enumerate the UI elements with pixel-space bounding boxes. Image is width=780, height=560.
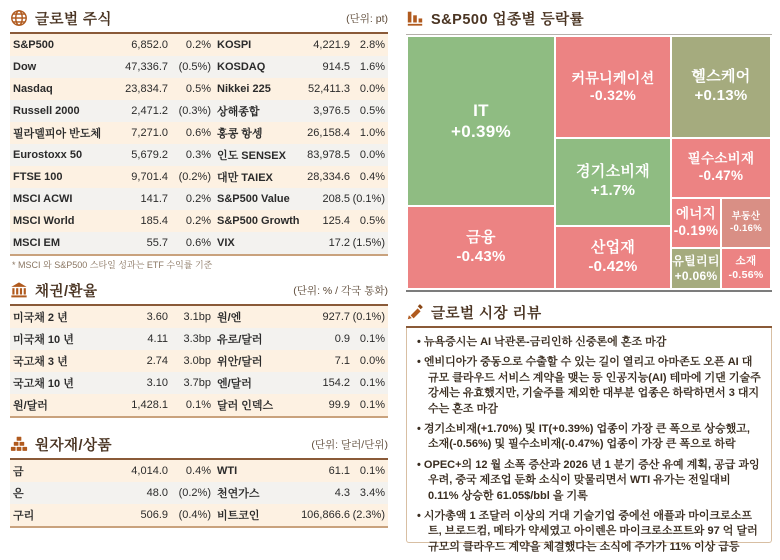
sector-change: -0.43% [456,247,506,265]
sector-name: 에너지 [675,206,717,222]
global-stocks-table [10,34,388,256]
instrument-value: 28,334.6 [307,171,350,183]
instrument-name: 미국채 10 년 [13,334,74,346]
table-row [10,504,388,526]
instrument-value: 208.5 [322,193,350,205]
instrument-value: 17.2 [328,237,350,249]
instrument-name: Eurostoxx 50 [13,149,83,161]
instrument-value: 3.10 [146,377,168,389]
instrument-name: Nikkei 225 [217,83,271,95]
table-row [10,34,388,56]
sector-cell-consdisc [556,139,670,225]
instrument-value: 5,679.2 [131,149,168,161]
unit-label: (단위: 달러/단위) [311,438,388,451]
instrument-change: (0.4%) [178,509,211,521]
instrument-name: MSCI EM [13,237,61,249]
instrument-name: 천연가스 [217,488,260,500]
instrument-name: 원/엔 [217,312,242,324]
instrument-change: (0.3%) [178,105,211,117]
review-bullet: • 시가총액 1 조달러 이상의 거대 기술기업 중에선 애플과 마이크로소프트, 브로드컴, 메타가 약세였고 아이렌은 마이크로소프트와 97 억 달러 규모의 클라우드 계약을 체결했다는 소식에 주가가 11% 이상 급등 [417,509,761,555]
table-row [10,210,388,232]
table-row [10,328,388,350]
stocks-footnote: * MSCI 와 S&P500 스타일 성과는 ETF 수익률 기준 [12,260,213,270]
instrument-name: 엔/달러 [217,378,252,390]
instrument-value: 1,428.1 [131,399,168,411]
instrument-value: 106,866.6 [301,509,350,521]
sector-map-header [406,6,772,32]
instrument-change: 0.4% [359,171,385,183]
sector-cell-realestate [722,199,770,247]
instrument-value: 4.11 [147,333,168,345]
instrument-change: 3.3bp [183,333,211,345]
instrument-name: MSCI World [13,215,75,227]
instrument-name: WTI [217,465,238,477]
instrument-value: 506.9 [140,509,168,521]
instrument-change: 0.2% [185,39,211,51]
instrument-change: (1.5%) [352,237,385,249]
table-row [10,100,388,122]
instrument-value: 4,221.9 [313,39,350,51]
instrument-value: 3.60 [146,311,168,323]
instrument-change: 0.0% [359,83,385,95]
sector-change: +1.7% [590,182,636,199]
instrument-name: 대만 TAIEX [217,172,273,184]
sector-change: +0.39% [451,122,511,141]
instrument-name: KOSPI [217,39,252,51]
table-row [10,56,388,78]
bank-icon [10,281,28,299]
sector-change: -0.32% [589,87,637,103]
sector-change: -0.56% [728,268,764,281]
instrument-name: 필라델피아 반도체 [13,128,102,140]
instrument-change: 0.2% [185,193,211,205]
instrument-name: S&P500 Growth [217,215,300,227]
instrument-value: 7.1 [334,355,350,367]
instrument-change: 0.1% [359,377,385,389]
instrument-change: (0.1%) [352,193,385,205]
instrument-value: 55.7 [146,237,168,249]
sector-cell-comm [556,37,670,137]
instrument-name: 비트코인 [217,510,260,522]
section-title: 원자재/상품 [35,437,113,454]
instrument-value: 83,978.5 [307,149,350,161]
instrument-name: 미국채 2 년 [13,312,68,324]
instrument-value: 185.4 [140,215,168,227]
instrument-value: 6,852.0 [131,39,168,51]
unit-label: (단위: pt) [346,12,388,25]
instrument-name: KOSDAQ [217,61,266,73]
instrument-change: 3.4% [359,487,385,499]
instrument-name: Dow [13,61,37,73]
instrument-value: 61.1 [328,465,350,477]
market-review-box [406,328,772,553]
instrument-change: 0.5% [185,83,211,95]
instrument-value: 914.5 [322,61,350,73]
sector-cell-fin [408,207,554,288]
instrument-name: 구리 [13,510,35,522]
instrument-value: 26,158.4 [307,127,350,139]
table-row [10,232,388,254]
review-bullet: • 경기소비재(+1.70%) 및 IT(+0.39%) 업종이 가장 큰 폭으로 상승했고, 소재(-0.56%) 및 필수소비재(-0.47%) 업종이 가장 큰 폭으로 하락 [417,422,761,453]
sector-name: 경기소비재 [576,163,650,181]
instrument-name: S&P500 Value [217,193,290,205]
sector-cell-ind [556,227,670,288]
sector-name: IT [473,100,489,120]
instrument-change: 0.0% [359,355,385,367]
table-row [10,78,388,100]
sector-change: -0.42% [588,257,638,275]
instrument-change: (0.2%) [178,487,211,499]
gold-bars-icon [10,435,28,453]
instrument-change: 3.1bp [183,311,211,323]
sector-change: -0.19% [673,223,719,238]
review-bullet: • 뉴욕증시는 AI 낙관론-금리인하 신중론에 혼조 마감 [417,335,761,350]
sector-name: 커뮤니케이션 [571,69,655,86]
instrument-change: 3.7bp [183,377,211,389]
instrument-change: 0.0% [359,149,385,161]
sector-change: +0.13% [694,87,748,104]
instrument-value: 125.4 [322,215,350,227]
sector-treemap [406,34,772,292]
instrument-name: 인도 SENSEX [217,150,286,162]
instrument-name: 유로/달러 [217,334,263,346]
review-bullet: • 엔비디아가 중동으로 수출할 수 있는 길이 열리고 아마존도 오픈 AI 대규모 클라우드 서비스 계약을 맺는 등 인공지능(AI) 테마에 기댄 기술주 강세는 유효했지만, 기술주를 제외한 대부분 업종은 하락하면서 3 대지수는 혼조 마감 [417,355,761,417]
table-row [10,122,388,144]
sector-change: -0.16% [730,223,762,234]
instrument-name: MSCI ACWI [13,193,73,205]
instrument-name: 국고채 3 년 [13,356,68,368]
instrument-change: (0.2%) [178,171,211,183]
instrument-name: 달러 인덱스 [217,400,274,412]
table-row [10,460,388,482]
section-title: 글로벌 시장 리뷰 [431,305,542,322]
section-title: S&P500 업종별 등락률 [431,11,585,28]
instrument-name: 국고채 10 년 [13,378,74,390]
sector-name: 헬스케어 [691,68,751,86]
instrument-name: 상해종합 [217,106,260,118]
instrument-change: (0.5%) [178,61,211,73]
bonds-fx-section [10,278,388,412]
instrument-value: 0.9 [334,333,350,345]
instrument-value: 154.2 [322,377,350,389]
section-title: 채권/환율 [35,283,98,300]
bar-chart-icon [406,9,424,27]
instrument-change: 0.5% [359,215,385,227]
instrument-change: (2.3%) [352,509,385,521]
table-row [10,394,388,416]
instrument-value: 2.74 [146,355,168,367]
instrument-name: S&P500 [13,39,54,51]
instrument-change: (0.1%) [352,311,385,323]
table-row [10,144,388,166]
global-stocks-header [10,6,388,34]
table-row [10,306,388,328]
instrument-name: 위안/달러 [217,356,263,368]
instrument-value: 47,336.7 [125,61,168,73]
instrument-change: 0.1% [359,465,385,477]
sector-map-section [406,6,772,283]
sector-name: 필수소비재 [687,151,755,167]
table-row [10,482,388,504]
instrument-value: 52,411.3 [307,83,350,95]
table-row [10,188,388,210]
instrument-name: Nasdaq [13,83,53,95]
instrument-name: FTSE 100 [13,171,63,183]
bonds-fx-table [10,306,388,418]
instrument-change: 0.1% [359,333,385,345]
section-title: 글로벌 주식 [35,11,113,28]
globe-icon [10,9,28,27]
sector-cell-energy [672,199,720,247]
sector-change: -0.47% [698,168,744,183]
global-stocks-section [10,6,388,270]
instrument-change: 0.1% [185,399,211,411]
table-row [10,350,388,372]
sector-cell-it [408,37,554,205]
table-row [10,166,388,188]
instrument-value: 7,271.0 [131,127,168,139]
instrument-name: 원/달러 [13,400,48,412]
instrument-name: Russell 2000 [13,105,80,117]
instrument-change: 0.6% [185,237,211,249]
instrument-change: 0.3% [185,149,211,161]
instrument-value: 4,014.0 [131,465,168,477]
instrument-value: 9,701.4 [131,171,168,183]
sector-cell-util [672,249,720,288]
market-review-header [406,300,772,328]
instrument-value: 927.7 [322,311,350,323]
instrument-change: 0.1% [359,399,385,411]
instrument-value: 48.0 [146,487,168,499]
instrument-name: VIX [217,237,235,249]
instrument-name: 금 [13,466,24,478]
sector-change: +0.06% [674,268,718,283]
sector-name: 부동산 [731,211,761,223]
instrument-change: 0.2% [185,215,211,227]
instrument-change: 0.4% [185,465,211,477]
commodities-header [10,432,388,460]
instrument-change: 2.8% [359,39,385,51]
sector-name: 소재 [735,255,757,268]
instrument-change: 0.5% [359,105,385,117]
sector-cell-health [672,37,770,137]
bonds-fx-header [10,278,388,306]
pencil-icon [406,303,424,321]
instrument-value: 23,834.7 [125,83,168,95]
review-bullet-list [417,335,761,555]
instrument-change: 1.0% [359,127,385,139]
instrument-change: 1.6% [359,61,385,73]
instrument-change: 0.6% [185,127,211,139]
market-review-section [406,300,772,553]
commodities-table [10,460,388,528]
unit-label: (단위: % / 각국 통화) [293,284,388,297]
instrument-name: 은 [13,488,24,500]
commodities-section [10,432,388,522]
instrument-value: 3,976.5 [313,105,350,117]
sector-cell-staples [672,139,770,197]
sector-name: 산업재 [590,238,636,256]
instrument-value: 4.3 [334,487,350,499]
sector-cell-materials [722,249,770,288]
instrument-change: 3.0bp [183,355,211,367]
instrument-name: 홍콩 항셍 [217,128,263,140]
instrument-value: 2,471.2 [131,105,168,117]
instrument-value: 141.7 [140,193,168,205]
instrument-value: 99.9 [328,399,350,411]
table-row [10,372,388,394]
sector-name: 유틸리티 [672,253,720,268]
sector-name: 금융 [466,228,496,246]
review-bullet: • OPEC+의 12 월 소폭 증산과 2026 년 1 분기 증산 유예 계획, 공급 과잉 우려, 중국 제조업 둔화 소식이 맞물리면서 WTI 유가는 전일대비 0.11% 상승한 61.05$/bbl 을 기록 [417,458,761,504]
